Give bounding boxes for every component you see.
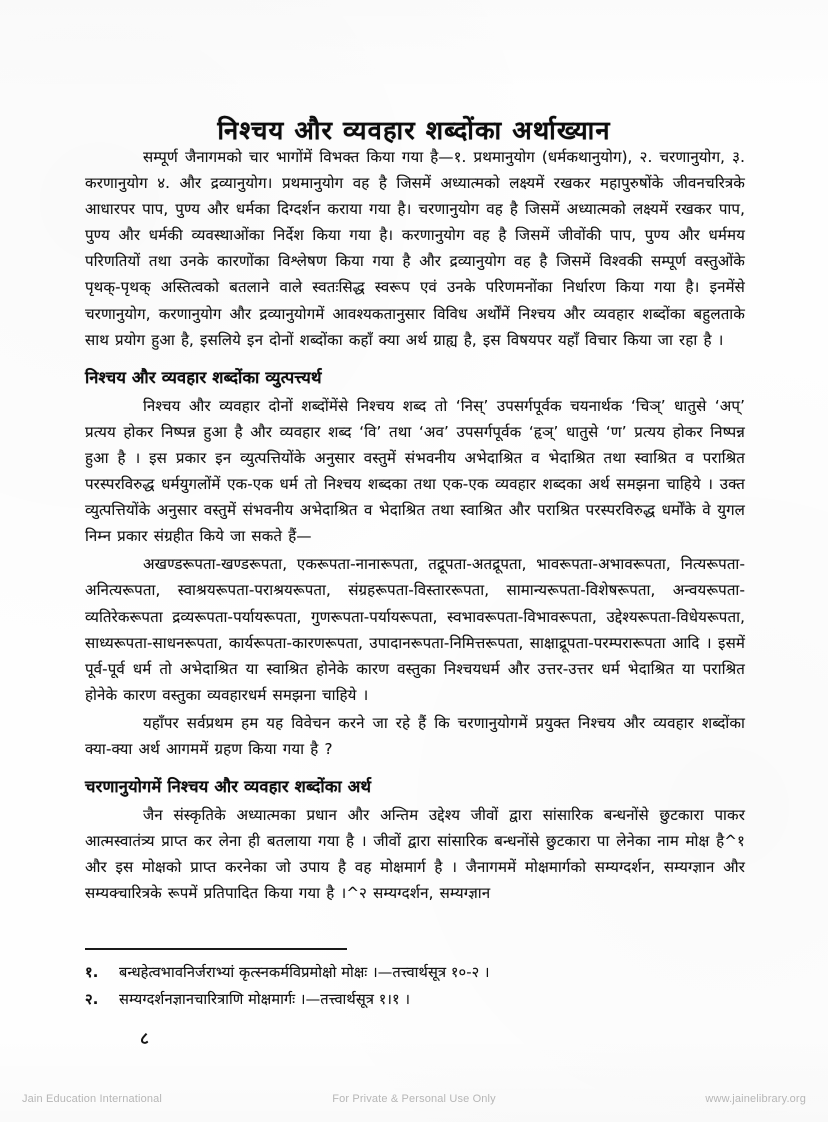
paragraph-intro: सम्पूर्ण जैनागमको चार भागोंमें विभक्त किया गया है—१. प्रथमानुयोग (धर्मकथानुयोग), २. चरणानुयोग, ३. करणानुयोग ४. और द्रव्यानुयोग। प्रथमानुयोग वह है जिसमें अध्यात्मको लक्ष्यमें रखकर महापुरुषोंके जीवनचरित्रके आधारपर पाप, पुण्य और धर्मका दिग्दर्शन कराया गया है। चरणानुयोग वह है जिसमें अध्यात्मको लक्ष्यमें रखकर पाप, पुण्य और धर्मकी व्यवस्थाओंका निर्देश किया गया है। करणानुयोग वह है जिसमें जीवोंकी पाप, पुण्य और धर्ममय परिणतियों तथा उनके कारणोंका विश्लेषण किया गया है और द्रव्यानुयोग वह है जिसमें विश्वकी सम्पूर्ण वस्तुओंके पृथक्-पृथक् अस्तित्वको बतलाने वाले स्वतःसिद्ध स्वरूप एवं उनके परिणमनोंका निर्धारण किया गया है। इनमेंसे चरणानुयोग, करणानुयोग और द्रव्यानुयोगमें आवश्यकतानुसार विविध अर्थोंमें निश्चय और व्यवहार शब्दोंका बहुलताके साथ प्रयोग हुआ है, इसलिये इन दोनों शब्दोंका कहाँ क्या अर्थ ग्राह्य है, इस विषयपर यहाँ विचार किया जा रहा है । [85,148,745,349]
scan-footer [0,1076,828,1122]
document-body [85,144,745,908]
section-heading-charananuyoga: चरणानुयोगमें निश्चय और व्यवहार शब्दोंका अर्थ [85,777,372,797]
footnote-2 [85,986,745,1013]
footnote-area [85,948,745,1013]
footnote-2-number: २. [85,991,99,1008]
footnote-1 [85,959,745,986]
paragraph-charananuyoga-1: जैन संस्कृतिके अध्यात्मका प्रधान और अन्तिम उद्देश्य जीवों द्वारा सांसारिक बन्धनोंसे छुटकारा पाकर आत्मस्वातंत्र्य प्राप्त कर लेना ही बतलाया गया है । जीवों द्वारा सांसारिक बन्धनोंसे छुटकारा पा लेनेका नाम मोक्ष है^१ और इस मोक्षको प्राप्त करनेका जो उपाय है वह मोक्षमार्ग है । जैनागममें मोक्षमार्गको सम्यग्दर्शन, सम्यग्ज्ञान और सम्यक्चारित्रके रूपमें प्रतिपादित किया गया है ।^२ सम्यग्दर्शन, सम्यग्ज्ञान [85,806,745,903]
footnote-1-text: बन्धहेत्वभावनिर्जराभ्यां कृत्स्नकर्मविप्रमोक्षो मोक्षः ।—तत्त्वार्थसूत्र १०-२ । [119,964,490,981]
scan-footer-organization: Jain Education International [22,1093,162,1105]
section-heading-vyutpattyartha: निश्चय और व्यवहार शब्दोंका व्युत्पत्त्यर्थ [85,367,322,387]
paragraph-vyutpatti-1: निश्चय और व्यवहार दोनों शब्दोंमेंसे निश्चय शब्द तो ‘निस्’ उपसर्गपूर्वक चयनार्थक ‘चिञ्’ धातुसे ‘अप्’ प्रत्यय होकर निष्पन्न हुआ है और व्यवहार शब्द ‘वि’ तथा ‘अव’ उपसर्गपूर्वक ‘हृञ्’ धातुसे ‘ण’ प्रत्यय होकर निष्पन्न हुआ है । इस प्रकार इन व्युत्पत्तियोंके अनुसार वस्तुमें संभवनीय अभेदाश्रित व भेदाश्रित तथा स्वाश्रित व पराश्रित परस्परविरुद्ध धर्मयुगलोंमें एक-एक धर्म तो निश्चय शब्दका तथा एक-एक व्यवहार शब्दका अर्थ समझना चाहिये । उक्त व्युत्पत्तियोंके अनुसार वस्तुमें संभवनीय अभेदाश्रित व भेदाश्रित तथा स्वाश्रित और पराश्रित परस्परविरुद्ध धर्मोंके वे युगल निम्न प्रकार संग्रहीत किये जा सकते हैं— [85,396,745,546]
page-title: निश्चय और व्यवहार शब्दोंका अर्थाख्यान [217,116,611,147]
scan-footer-website[interactable]: www.jainelibrary.org [705,1093,806,1105]
footnote-1-number: १. [85,964,99,981]
footnote-2-text: सम्यग्दर्शनज्ञानचारित्राणि मोक्षमार्गः ।—तत्त्वार्थसूत्र १।१ । [119,991,411,1008]
page-number: ८ [140,1029,149,1049]
scan-footer-usage-notice: For Private & Personal Use Only [332,1093,496,1105]
paragraph-dharma-pairs-list: अखण्डरूपता-खण्डरूपता, एकरूपता-नानारूपता, तद्रूपता-अतद्रूपता, भावरूपता-अभावरूपता, नित्यरूपता-अनित्यरूपता, स्वाश्रयरूपता-पराश्रयरूपता, संग्रहरूपता-विस्ताररूपता, सामान्यरूपता-विशेषरूपता, अन्वयरूपता-व्यतिरेकरूपता द्रव्यरूपता-पर्यायरूपता, गुणरूपता-पर्यायरूपता, स्वभावरूपता-विभावरूपता, उद्देश्यरूपता-विधेयरूपता, साध्यरूपता-साधनरूपता, कार्यरूपता-कारणरूपता, उपादानरूपता-निमित्तरूपता, साक्षाद्रूपता-परम्परारूपता आदि । इसमें पूर्व-पूर्व धर्म तो अभेदाश्रित या स्वाश्रित होनेके कारण वस्तुका निश्चयधर्म और उत्तर-उत्तर धर्म भेदाश्रित या पराश्रित होनेके कारण वस्तुका व्यवहारधर्म समझना चाहिये । [85,555,745,704]
paragraph-vyutpatti-3: यहाँपर सर्वप्रथम हम यह विवेचन करने जा रहे हैं कि चरणानुयोगमें प्रयुक्त निश्चय और व्यवहार शब्दोंका क्या-क्या अर्थ आगममें ग्रहण किया गया है ? [85,713,745,758]
footnote-separator-rule [85,948,347,950]
